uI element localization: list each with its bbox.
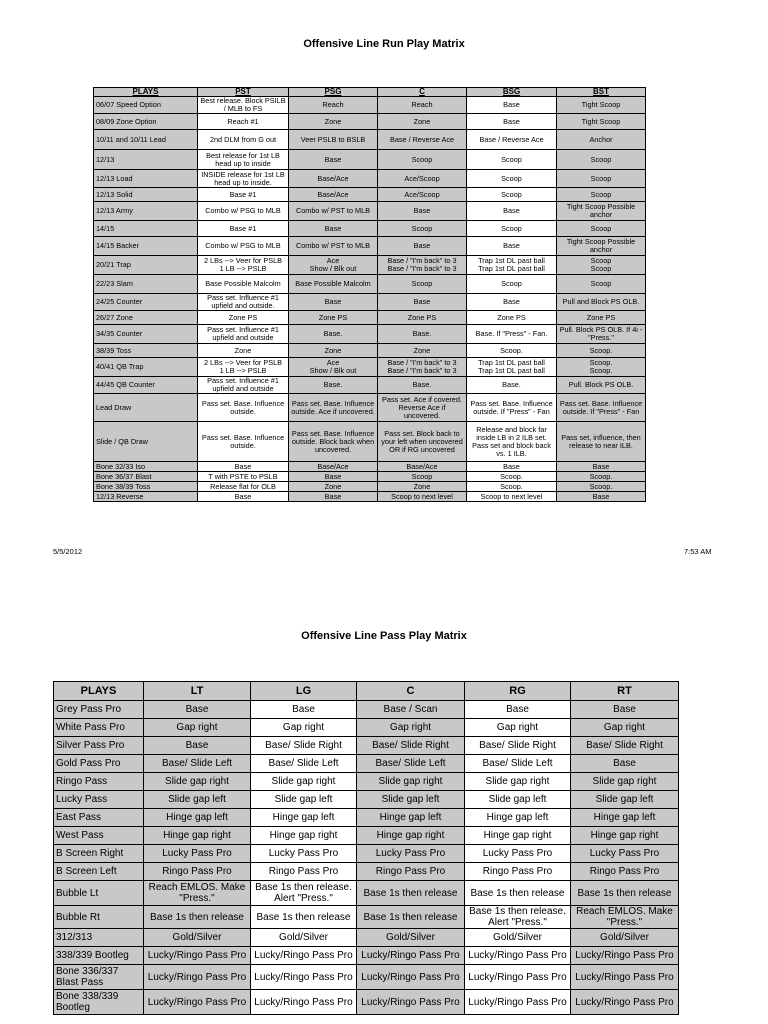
table-row <box>54 881 679 906</box>
assignment-cell: Base. <box>289 325 378 344</box>
assignment-cell: Hinge gap right <box>251 827 357 845</box>
assignment-cell: Pass set. Influence #1 upfield and outside <box>198 325 289 344</box>
assignment-cell: Tight Scoop Possible anchor <box>557 202 646 221</box>
play-name-cell: Bone 36/37 Blast <box>94 472 198 482</box>
table-row <box>94 492 646 502</box>
assignment-cell: Hinge gap right <box>571 827 679 845</box>
assignment-cell: Scoop to next level <box>467 492 557 502</box>
assignment-cell: Base <box>571 701 679 719</box>
assignment-cell: Hinge gap left <box>251 809 357 827</box>
assignment-cell: Gold/Silver <box>357 929 465 947</box>
table-row <box>94 202 646 221</box>
table-row <box>94 114 646 130</box>
assignment-cell: Slide gap right <box>571 773 679 791</box>
table-row <box>54 755 679 773</box>
assignment-cell: Base <box>467 202 557 221</box>
play-name-cell: 12/13 Army <box>94 202 198 221</box>
assignment-cell: Base / Reverse Ace <box>378 130 467 150</box>
play-name-cell: 14/15 Backer <box>94 237 198 256</box>
play-name-cell: 14/15 <box>94 221 198 237</box>
play-name-cell: 44/45 QB Counter <box>94 377 198 394</box>
table-row <box>94 97 646 114</box>
assignment-cell: Reach EMLOS. Make "Press." <box>144 881 251 906</box>
assignment-cell: Pass set. Base. Influence outside. <box>198 422 289 462</box>
assignment-cell: Slide gap left <box>144 791 251 809</box>
assignment-cell: Scoop. Scoop. <box>557 358 646 377</box>
play-name-cell: East Pass <box>54 809 144 827</box>
table-row <box>54 809 679 827</box>
assignment-cell: Hinge gap left <box>144 809 251 827</box>
pass-matrix-title: Offensive Line Pass Play Matrix <box>301 630 467 642</box>
assignment-cell: Gold/Silver <box>144 929 251 947</box>
assignment-cell: Scoop. <box>467 344 557 358</box>
assignment-cell: Base 1s then release. Alert "Press." <box>251 881 357 906</box>
assignment-cell: Base/ Slide Right <box>357 737 465 755</box>
assignment-cell: Ringo Pass Pro <box>465 863 571 881</box>
assignment-cell: Lucky/Ringo Pass Pro <box>571 965 679 990</box>
assignment-cell: Lucky Pass Pro <box>144 845 251 863</box>
assignment-cell: Scoop <box>467 170 557 188</box>
column-header: RT <box>571 682 679 701</box>
table-row <box>94 394 646 422</box>
assignment-cell: Pass set. Ace if covered. Reverse Ace if uncovered. <box>378 394 467 422</box>
table-row <box>94 344 646 358</box>
play-name-cell: 12/13 <box>94 150 198 170</box>
assignment-cell: Zone <box>289 114 378 130</box>
assignment-cell: Zone PS <box>198 311 289 325</box>
assignment-cell: Reach <box>378 97 467 114</box>
assignment-cell: Zone PS <box>289 311 378 325</box>
play-name-cell: West Pass <box>54 827 144 845</box>
play-name-cell: Bone 32/33 Iso <box>94 462 198 472</box>
assignment-cell: Pull. Block PS OLB. If 4i - "Press." <box>557 325 646 344</box>
assignment-cell: Base / Scan <box>357 701 465 719</box>
assignment-cell: Lucky Pass Pro <box>571 845 679 863</box>
assignment-cell: Scoop <box>467 221 557 237</box>
assignment-cell: Ringo Pass Pro <box>357 863 465 881</box>
table-row <box>54 701 679 719</box>
assignment-cell: Hinge gap left <box>357 809 465 827</box>
assignment-cell: Ringo Pass Pro <box>571 863 679 881</box>
assignment-cell: Lucky/Ringo Pass Pro <box>144 965 251 990</box>
assignment-cell: Scoop <box>378 221 467 237</box>
assignment-cell: Zone <box>378 114 467 130</box>
play-name-cell: 08/09 Zone Option <box>94 114 198 130</box>
assignment-cell: Zone <box>378 482 467 492</box>
assignment-cell: Best release. Block PSILB / MLB to FS <box>198 97 289 114</box>
run-table-header-row <box>94 88 646 97</box>
assignment-cell: Trap 1st DL past ball Trap 1st DL past ball <box>467 358 557 377</box>
play-name-cell: Silver Pass Pro <box>54 737 144 755</box>
play-name-cell: Bone 38/39 Toss <box>94 482 198 492</box>
column-header: PSG <box>289 88 378 97</box>
play-name-cell: Slide / QB Draw <box>94 422 198 462</box>
column-header: LT <box>144 682 251 701</box>
assignment-cell: Base <box>289 472 378 482</box>
footer-date: 5/5/2012 <box>53 547 83 556</box>
table-row <box>94 311 646 325</box>
table-row <box>54 791 679 809</box>
assignment-cell: Zone <box>378 344 467 358</box>
assignment-cell: Slide gap right <box>357 773 465 791</box>
assignment-cell: Anchor <box>557 130 646 150</box>
assignment-cell: Combo w/ PST to MLB <box>289 202 378 221</box>
run-matrix-title: Offensive Line Run Play Matrix <box>303 38 465 50</box>
assignment-cell: Lucky/Ringo Pass Pro <box>357 965 465 990</box>
assignment-cell: Base/Ace <box>289 188 378 202</box>
assignment-cell: Base. <box>378 377 467 394</box>
footer-time: 7:53 AM <box>684 547 712 556</box>
column-header: PST <box>198 88 289 97</box>
assignment-cell: Base 1s then release <box>144 906 251 929</box>
assignment-cell: Gap right <box>144 719 251 737</box>
assignment-cell: Base/ Slide Left <box>251 755 357 773</box>
assignment-cell: Pull and Block PS OLB. <box>557 294 646 311</box>
assignment-cell: Best release for 1st LB head up to inside <box>198 150 289 170</box>
column-header: BSG <box>467 88 557 97</box>
assignment-cell: Base <box>378 202 467 221</box>
assignment-cell: Lucky Pass Pro <box>251 845 357 863</box>
column-header: C <box>378 88 467 97</box>
assignment-cell: Ace/Scoop <box>378 170 467 188</box>
table-row <box>94 150 646 170</box>
assignment-cell: Pass set. Base. Influence outside. Block back when uncovered. <box>289 422 378 462</box>
assignment-cell: Scoop <box>378 472 467 482</box>
assignment-cell: Zone <box>289 482 378 492</box>
assignment-cell: Reach #1 <box>198 114 289 130</box>
table-row <box>94 358 646 377</box>
run-play-matrix-table <box>93 87 646 502</box>
assignment-cell: 2 LBs --> Veer for PSLB 1 LB --> PSLB <box>198 358 289 377</box>
assignment-cell: Slide gap right <box>251 773 357 791</box>
play-name-cell: 06/07 Speed Option <box>94 97 198 114</box>
assignment-cell: Base. <box>378 325 467 344</box>
assignment-cell: 2nd DLM from G out <box>198 130 289 150</box>
play-name-cell: Grey Pass Pro <box>54 701 144 719</box>
assignment-cell: Base/ Slide Right <box>571 737 679 755</box>
assignment-cell: Base. <box>289 377 378 394</box>
assignment-cell: Ace/Scoop <box>378 188 467 202</box>
assignment-cell: 2 LBs --> Veer for PSLB 1 LB --> PSLB <box>198 256 289 275</box>
assignment-cell: Base <box>378 294 467 311</box>
assignment-cell: Pass set. Base. Influence outside. If "Press" - Fan <box>557 394 646 422</box>
assignment-cell: Scoop <box>467 150 557 170</box>
table-row <box>94 275 646 294</box>
assignment-cell: Lucky Pass Pro <box>465 845 571 863</box>
assignment-cell: Base Possible Malcolm <box>289 275 378 294</box>
table-row <box>94 130 646 150</box>
table-row <box>54 965 679 990</box>
assignment-cell: Base 1s then release <box>251 906 357 929</box>
play-name-cell: Bubble Lt <box>54 881 144 906</box>
assignment-cell: Base <box>557 492 646 502</box>
table-row <box>54 906 679 929</box>
assignment-cell: Zone PS <box>378 311 467 325</box>
table-row <box>54 929 679 947</box>
assignment-cell: Base <box>467 462 557 472</box>
assignment-cell: Gold/Silver <box>251 929 357 947</box>
assignment-cell: Base <box>571 755 679 773</box>
assignment-cell: Base <box>289 150 378 170</box>
assignment-cell: Base/Ace <box>378 462 467 472</box>
play-name-cell: 12/13 Load <box>94 170 198 188</box>
assignment-cell: Scoop <box>557 275 646 294</box>
assignment-cell: Lucky/Ringo Pass Pro <box>251 965 357 990</box>
table-row <box>54 737 679 755</box>
assignment-cell: Base 1s then release. Alert "Press." <box>465 906 571 929</box>
assignment-cell: Gap right <box>465 719 571 737</box>
assignment-cell: Base/ Slide Left <box>144 755 251 773</box>
assignment-cell: Scoop <box>378 150 467 170</box>
assignment-cell: Scoop. <box>557 482 646 492</box>
assignment-cell: Slide gap left <box>357 791 465 809</box>
play-name-cell: 10/11 and 10/11 Lead <box>94 130 198 150</box>
assignment-cell: Base #1 <box>198 188 289 202</box>
column-header: PLAYS <box>54 682 144 701</box>
assignment-cell: INSIDE release for 1st LB head up to inside. <box>198 170 289 188</box>
table-row <box>94 170 646 188</box>
play-name-cell: 38/39 Toss <box>94 344 198 358</box>
assignment-cell: Base/Ace <box>289 462 378 472</box>
assignment-cell: Pass set. Block back to your left when uncovered OR if RG uncovered <box>378 422 467 462</box>
assignment-cell: Lucky/Ringo Pass Pro <box>357 990 465 1015</box>
assignment-cell: Base 1s then release <box>357 906 465 929</box>
play-name-cell: 24/25 Counter <box>94 294 198 311</box>
column-header: PLAYS <box>94 88 198 97</box>
play-name-cell: Lead Draw <box>94 394 198 422</box>
assignment-cell: Slide gap left <box>465 791 571 809</box>
assignment-cell: Base <box>289 492 378 502</box>
table-row <box>54 845 679 863</box>
assignment-cell: Scoop. <box>467 482 557 492</box>
assignment-cell: Slide gap right <box>465 773 571 791</box>
table-row <box>94 377 646 394</box>
assignment-cell: Base <box>465 701 571 719</box>
play-name-cell: 312/313 <box>54 929 144 947</box>
assignment-cell: Ringo Pass Pro <box>251 863 357 881</box>
assignment-cell: Base <box>198 492 289 502</box>
table-row <box>94 188 646 202</box>
assignment-cell: Pass set. Base. Influence outside. If "Press" - Fan <box>467 394 557 422</box>
column-header: C <box>357 682 465 701</box>
assignment-cell: T with PSTE to PSLB <box>198 472 289 482</box>
assignment-cell: Base 1s then release <box>571 881 679 906</box>
table-row <box>54 947 679 965</box>
assignment-cell: Base <box>251 701 357 719</box>
play-name-cell: 40/41 QB Trap <box>94 358 198 377</box>
assignment-cell: Base / "I'm back" to 3 Base / "I'm back" to 3 <box>378 358 467 377</box>
assignment-cell: Lucky Pass Pro <box>357 845 465 863</box>
assignment-cell: Ace Show / Blk out <box>289 358 378 377</box>
assignment-cell: Combo w/ PSG to MLB <box>198 237 289 256</box>
assignment-cell: Ringo Pass Pro <box>144 863 251 881</box>
play-name-cell: B Screen Right <box>54 845 144 863</box>
play-name-cell: Bone 338/339 Bootleg <box>54 990 144 1015</box>
table-row <box>94 294 646 311</box>
assignment-cell: Slide gap left <box>251 791 357 809</box>
assignment-cell: Veer PSLB to BSLB <box>289 130 378 150</box>
table-row <box>94 221 646 237</box>
assignment-cell: Lucky/Ringo Pass Pro <box>357 947 465 965</box>
assignment-cell: Lucky/Ringo Pass Pro <box>465 990 571 1015</box>
play-name-cell: 26/27 Zone <box>94 311 198 325</box>
assignment-cell: Reach EMLOS. Make "Press." <box>571 906 679 929</box>
assignment-cell: Combo w/ PSG to MLB <box>198 202 289 221</box>
assignment-cell: Scoop <box>557 150 646 170</box>
assignment-cell: Hinge gap left <box>571 809 679 827</box>
assignment-cell: Base <box>467 237 557 256</box>
assignment-cell: Scoop to next level <box>378 492 467 502</box>
assignment-cell: Ace Show / Blk out <box>289 256 378 275</box>
assignment-cell: Base <box>289 221 378 237</box>
assignment-cell: Lucky/Ringo Pass Pro <box>571 947 679 965</box>
column-header: BST <box>557 88 646 97</box>
table-row <box>94 482 646 492</box>
assignment-cell: Lucky/Ringo Pass Pro <box>465 965 571 990</box>
pass-play-matrix-table <box>53 681 679 1015</box>
assignment-cell: Scoop <box>467 188 557 202</box>
pass-table-header-row <box>54 682 679 701</box>
column-header: RG <box>465 682 571 701</box>
assignment-cell: Hinge gap right <box>357 827 465 845</box>
table-row <box>54 827 679 845</box>
assignment-cell: Base #1 <box>198 221 289 237</box>
assignment-cell: Trap 1st DL past ball Trap 1st DL past ball <box>467 256 557 275</box>
assignment-cell: Base <box>467 114 557 130</box>
assignment-cell: Gold/Silver <box>465 929 571 947</box>
table-row <box>54 990 679 1015</box>
play-name-cell: Gold Pass Pro <box>54 755 144 773</box>
assignment-cell: Base. If "Press" - Fan. <box>467 325 557 344</box>
assignment-cell: Lucky/Ringo Pass Pro <box>144 947 251 965</box>
assignment-cell: Gap right <box>571 719 679 737</box>
assignment-cell: Scoop. <box>557 472 646 482</box>
table-row <box>54 719 679 737</box>
assignment-cell: Gap right <box>251 719 357 737</box>
assignment-cell: Base/ Slide Left <box>357 755 465 773</box>
assignment-cell: Pull. Block PS OLB. <box>557 377 646 394</box>
assignment-cell: Tight Scoop Possible anchor <box>557 237 646 256</box>
assignment-cell: Scoop <box>557 170 646 188</box>
assignment-cell: Slide gap left <box>571 791 679 809</box>
assignment-cell: Base/ Slide Right <box>251 737 357 755</box>
play-name-cell: White Pass Pro <box>54 719 144 737</box>
play-name-cell: 34/35 Counter <box>94 325 198 344</box>
assignment-cell: Base/ Slide Left <box>465 755 571 773</box>
assignment-cell: Base <box>557 462 646 472</box>
assignment-cell: Lucky/Ringo Pass Pro <box>251 990 357 1015</box>
table-row <box>94 422 646 462</box>
assignment-cell: Base Possible Malcolm <box>198 275 289 294</box>
play-name-cell: Bone 336/337 Blast Pass <box>54 965 144 990</box>
table-row <box>94 472 646 482</box>
assignment-cell: Base / "I'm back" to 3 Base / "I'm back" to 3 <box>378 256 467 275</box>
assignment-cell: Zone PS <box>557 311 646 325</box>
assignment-cell: Scoop <box>557 188 646 202</box>
assignment-cell: Base/Ace <box>289 170 378 188</box>
assignment-cell: Base <box>467 97 557 114</box>
assignment-cell: Base. <box>467 377 557 394</box>
assignment-cell: Zone <box>198 344 289 358</box>
table-row <box>94 256 646 275</box>
assignment-cell: Pass set. Base. Influence outside. Ace if uncovered. <box>289 394 378 422</box>
column-header: LG <box>251 682 357 701</box>
assignment-cell: Base <box>144 737 251 755</box>
play-name-cell: Ringo Pass <box>54 773 144 791</box>
play-name-cell: 12/13 Reverse <box>94 492 198 502</box>
assignment-cell: Reach <box>289 97 378 114</box>
assignment-cell: Pass set. Influence #1 upfield and outside. <box>198 294 289 311</box>
play-name-cell: 12/13 Solid <box>94 188 198 202</box>
assignment-cell: Scoop Scoop <box>557 256 646 275</box>
assignment-cell: Lucky/Ringo Pass Pro <box>251 947 357 965</box>
play-name-cell: Bubble Rt <box>54 906 144 929</box>
assignment-cell: Lucky/Ringo Pass Pro <box>465 947 571 965</box>
assignment-cell: Base/ Slide Right <box>465 737 571 755</box>
play-name-cell: 20/21 Trap <box>94 256 198 275</box>
assignment-cell: Slide gap right <box>144 773 251 791</box>
table-row <box>94 325 646 344</box>
assignment-cell: Combo w/ PST to MLB <box>289 237 378 256</box>
assignment-cell: Lucky/Ringo Pass Pro <box>571 990 679 1015</box>
table-row <box>94 462 646 472</box>
assignment-cell: Hinge gap right <box>465 827 571 845</box>
assignment-cell: Pass set, influence, then release to near ILB. <box>557 422 646 462</box>
assignment-cell: Scoop <box>378 275 467 294</box>
assignment-cell: Tight Scoop <box>557 114 646 130</box>
assignment-cell: Gap right <box>357 719 465 737</box>
assignment-cell: Scoop. <box>467 472 557 482</box>
assignment-cell: Tight Scoop <box>557 97 646 114</box>
assignment-cell: Base <box>198 462 289 472</box>
assignment-cell: Base <box>144 701 251 719</box>
assignment-cell: Pass set. Influence #1 upfield and outside <box>198 377 289 394</box>
assignment-cell: Hinge gap right <box>144 827 251 845</box>
assignment-cell: Lucky/Ringo Pass Pro <box>144 990 251 1015</box>
assignment-cell: Hinge gap left <box>465 809 571 827</box>
assignment-cell: Pass set. Base. Influence outside. <box>198 394 289 422</box>
table-row <box>54 863 679 881</box>
assignment-cell: Zone PS <box>467 311 557 325</box>
assignment-cell: Base / Reverse Ace <box>467 130 557 150</box>
assignment-cell: Release flat for OLB <box>198 482 289 492</box>
play-name-cell: B Screen Left <box>54 863 144 881</box>
assignment-cell: Scoop <box>557 221 646 237</box>
assignment-cell: Gold/Silver <box>571 929 679 947</box>
assignment-cell: Scoop. <box>557 344 646 358</box>
play-name-cell: Lucky Pass <box>54 791 144 809</box>
assignment-cell: Base 1s then release <box>465 881 571 906</box>
assignment-cell: Base 1s then release <box>357 881 465 906</box>
assignment-cell: Zone <box>289 344 378 358</box>
assignment-cell: Scoop <box>467 275 557 294</box>
play-name-cell: 338/339 Bootleg <box>54 947 144 965</box>
table-row <box>54 773 679 791</box>
assignment-cell: Release and block far inside LB in 2 ILB set. Pass set and block back vs. 1 ILB. <box>467 422 557 462</box>
assignment-cell: Base <box>467 294 557 311</box>
table-row <box>94 237 646 256</box>
play-name-cell: 22/23 Slam <box>94 275 198 294</box>
assignment-cell: Base <box>289 294 378 311</box>
assignment-cell: Base <box>378 237 467 256</box>
